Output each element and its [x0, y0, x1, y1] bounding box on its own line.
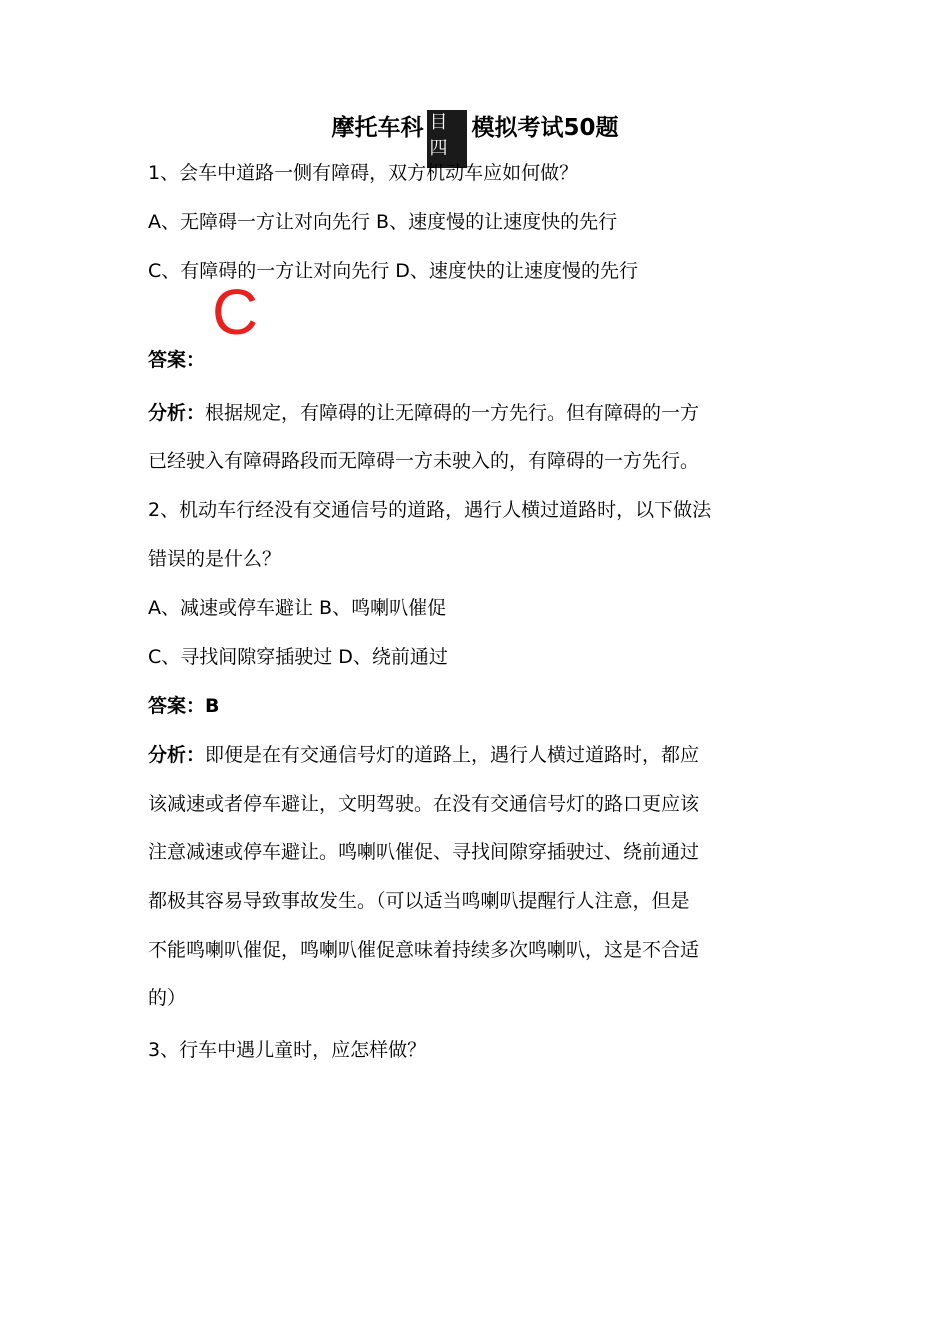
q2-analysis-line-5: 不能鸣喇叭催促，鸣喇叭催促意味着持续多次鸣喇叭，这是不合适 — [148, 939, 700, 961]
q1-question: 1、会车中道路一侧有障碍，双方机动车应如何做？ — [148, 162, 579, 184]
q2-analysis-label: 分析： — [148, 744, 206, 766]
handwritten-answer-mark: C — [212, 276, 259, 348]
q2-answer — [148, 691, 220, 721]
title-right: 模拟考试50题 — [471, 115, 619, 141]
title-block-top: 目 — [429, 112, 448, 133]
title-left: 摩托车科 — [331, 115, 424, 141]
q2-answer-label: 答案： — [148, 695, 206, 717]
q1-analysis-text-1: 根据规定，有障碍的让无障碍的一方先行。但有障碍的一方 — [205, 402, 700, 424]
q2-analysis-text-1: 即便是在有交通信号灯的道路上，遇行人横过道路时，都应 — [205, 744, 700, 766]
title-block-bottom: 四 — [429, 138, 448, 159]
q2-options-cd: C、寻找间隙穿插驶过 D、绕前通过 — [148, 646, 448, 668]
q1-analysis-label: 分析： — [148, 402, 206, 424]
q2-question-line-1: 2、机动车行经没有交通信号的道路，遇行人横过道路时，以下做法 — [148, 499, 712, 521]
q1-options-cd: C、有障碍的一方让对向先行 D、速度快的让速度慢的先行 — [148, 260, 638, 282]
q2-analysis-line-4: 都极其容易导致事故发生。（可以适当鸣喇叭提醒行人注意，但是 — [148, 890, 690, 912]
q2-options-ab: A、减速或停车避让 B、鸣喇叭催促 — [148, 597, 447, 619]
q1-answer-label: 答案： — [148, 349, 206, 371]
q3-question: 3、行车中遇儿童时，应怎样做？ — [148, 1039, 427, 1061]
q2-analysis-line-1 — [148, 740, 699, 770]
q1-analysis-line-2: 已经驶入有障碍路段而无障碍一方未驶入的，有障碍的一方先行。 — [148, 450, 700, 472]
q2-answer-value: B — [205, 695, 220, 717]
q1-answer — [148, 345, 205, 375]
q2-analysis-line-3: 注意减速或停车避让。鸣喇叭催促、寻找间隙穿插驶过、绕前通过 — [148, 841, 700, 863]
q2-question-line-2: 错误的是什么？ — [148, 548, 282, 570]
q2-analysis-line-6: 的） — [148, 987, 187, 1009]
q2-analysis-line-2: 该减速或者停车避让，文明驾驶。在没有交通信号灯的路口更应该 — [148, 793, 700, 815]
q1-analysis-line-1 — [148, 398, 699, 428]
q1-options-ab: A、无障碍一方让对向先行 B、速度慢的让速度快的先行 — [148, 211, 618, 233]
